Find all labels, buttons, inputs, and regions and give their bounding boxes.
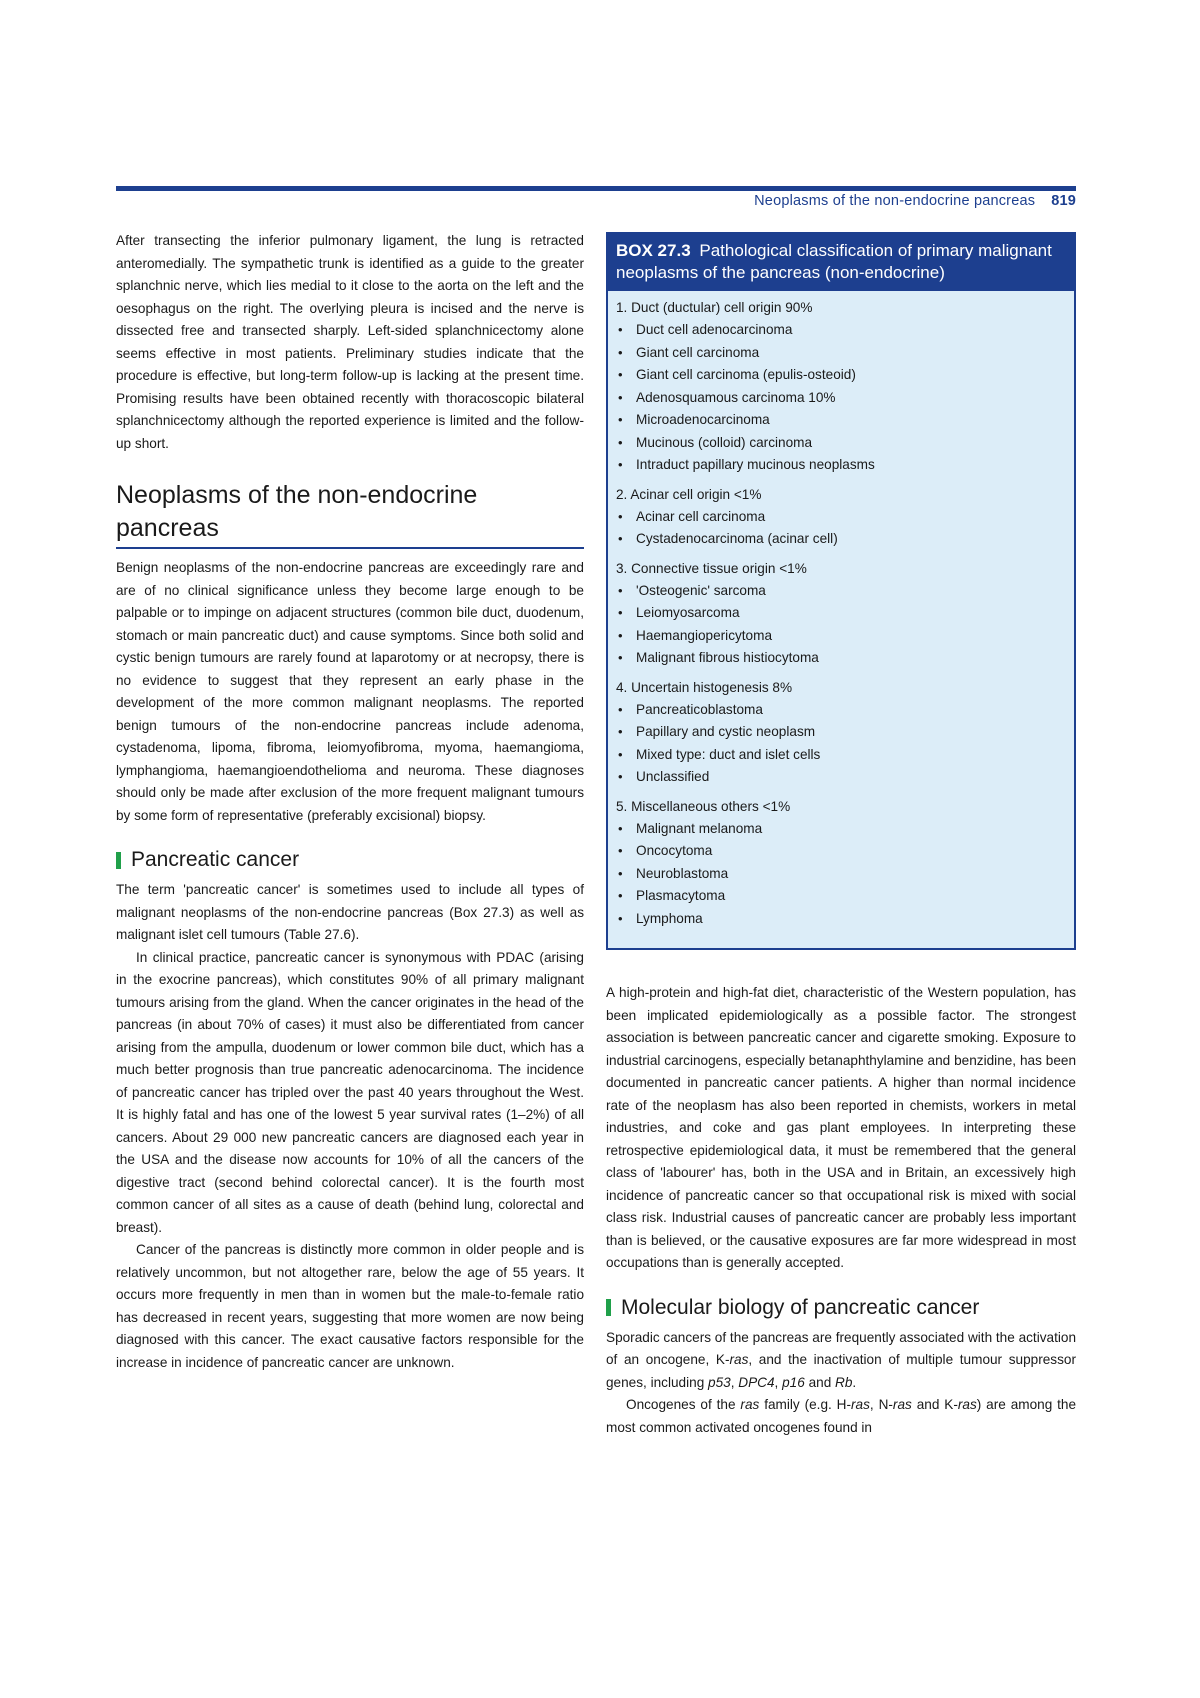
- list-item: [616, 625, 1066, 648]
- list-item: [616, 409, 1066, 432]
- list-item: [616, 342, 1066, 365]
- gene-name: ras: [851, 1397, 870, 1412]
- subheading-text: Pancreatic cancer: [131, 848, 300, 871]
- classification-group: [616, 558, 1066, 670]
- group-title: 4. Uncertain histogenesis 8%: [616, 679, 793, 695]
- list-item: [616, 432, 1066, 455]
- group-list: [616, 506, 1066, 551]
- list-item-text: Microadenocarcinoma: [636, 412, 770, 427]
- top-rule: [116, 186, 1076, 191]
- list-item-text: 'Osteogenic' sarcoma: [636, 582, 766, 598]
- list-item-text: Giant cell carcinoma (epulis-osteoid): [636, 367, 856, 382]
- text-run: , N-: [869, 1397, 893, 1412]
- classification-group: [616, 297, 1066, 477]
- box-body: [608, 291, 1074, 930]
- text-run: and K-: [911, 1397, 958, 1412]
- intro-paragraph: After transecting the inferior pulmonary ligament, the lung is retracted anteromedially. The sympathetic trunk is identified as a guide to the greater splanchnic nerve, which lies medial to it close to the aorta on the left and the oesophagus on the right. The overlying pleura is incised and the nerve is dissected free and transected sharply. Left-sided splanchnicectomy alone seems effective in most patients. Preliminary studies indicate that the procedure is effective, but long-term follow-up is lacking at the present time. Promising results have been obtained recently with thoracoscopic bilateral splanchnicectomy although the reported experience is limited and the follow-up short.: [116, 233, 584, 451]
- running-head: [754, 193, 1076, 209]
- classification-group: [616, 796, 1066, 931]
- molecular-paragraph: [606, 1327, 1076, 1395]
- classification-group: [616, 484, 1066, 551]
- list-item: [616, 387, 1066, 410]
- bullet-icon: •: [618, 746, 623, 762]
- bullet-icon: •: [618, 605, 623, 620]
- bullet-icon: •: [618, 843, 623, 858]
- subheading-pancreatic-cancer: [116, 847, 584, 873]
- bullet-icon: •: [618, 865, 623, 881]
- group-title: 2. Acinar cell origin <1%: [616, 486, 762, 502]
- pancreatic-cancer-paragraph-1: The term 'pancreatic cancer' is sometimes used to include all types of malignant neoplasms of the non-endocrine pancreas (Box 27.3) as well as malignant islet cell tumours (Table 27.6).: [116, 882, 584, 942]
- box-header: [608, 234, 1074, 291]
- text-run: Oncogenes of the: [626, 1397, 741, 1412]
- list-item-text: Duct cell adenocarcinoma: [636, 322, 793, 337]
- group-title: 5. Miscellaneous others <1%: [616, 798, 791, 814]
- group-title: 3. Connective tissue origin <1%: [616, 560, 807, 576]
- list-item-text: Papillary and cystic neoplasm: [636, 724, 816, 739]
- benign-paragraph: Benign neoplasms of the non-endocrine pancreas are exceedingly rare and are of no clinical significance unless they become large enough to be palpable or to impinge on adjacent structures (common bile duct, duodenum, stomach or main pancreatic duct) and cause symptoms. Since both solid and cystic benign tumours are rarely found at laparotomy or at necropsy, there is no evidence to suggest that they represent an early phase in the development of the more common malignant neoplasms. The reported benign tumours of the non-endocrine pancreas include adenoma, cystadenoma, lipoma, fibroma, leiomyofibroma, myoma, haemangioma, lymphangioma, haemangioendothelioma and neuroma. These diagnoses should only be made after exclusion of the more frequent malignant tumours by some form of representative (preferably excisional) biopsy.: [116, 560, 584, 823]
- list-item: [616, 364, 1066, 387]
- text-run: .: [852, 1374, 857, 1390]
- list-item-text: Giant cell carcinoma: [636, 344, 760, 360]
- bullet-icon: •: [618, 701, 623, 717]
- list-item: [616, 454, 1066, 477]
- list-item-text: Cystadenocarcinoma (acinar cell): [636, 531, 838, 546]
- list-item: [616, 840, 1066, 863]
- bullet-icon: •: [618, 531, 623, 546]
- bullet-icon: •: [618, 412, 623, 427]
- group-title: 1. Duct (ductular) cell origin 90%: [616, 300, 813, 315]
- text-run: family (e.g. H-: [759, 1397, 852, 1412]
- bullet-icon: •: [618, 650, 623, 665]
- classification-group: [616, 677, 1066, 789]
- list-item: [616, 602, 1066, 625]
- list-item-text: Plasmacytoma: [636, 888, 726, 903]
- list-item-text: Adenosquamous carcinoma 10%: [636, 389, 836, 405]
- bullet-icon: •: [618, 820, 623, 836]
- classification-box: [606, 232, 1076, 950]
- box-number: BOX 27.3: [616, 241, 691, 260]
- list-item-text: Mixed type: duct and islet cells: [636, 746, 821, 762]
- list-item-text: Malignant melanoma: [636, 820, 763, 836]
- diet-paragraph: A high-protein and high-fat diet, characteristic of the Western population, has been implicated epidemiologically as a possible factor. The strongest association is between pancreatic cancer and cigarette smoking. Exposure to industrial carcinogens, especially betanaphthylamine and benzidine, has been documented in pancreatic cancer patients. A higher than normal incidence rate of the neoplasm has also been reported in chemists, workers in metal industries, and coke and gas plant employees. In interpreting these retrospective epidemiological data, it must be remembered that the general class of 'labourer' has, both in the USA and in Britain, an excessively high incidence of pancreatic cancer so that occupational risk is mixed with social class risk. Industrial causes of pancreatic cancer are probably less important than is believed, or the causative exposures are far more widespread in most occupations than is generally accepted.: [606, 985, 1076, 1270]
- list-item-text: Unclassified: [636, 769, 710, 784]
- list-item-text: Leiomyosarcoma: [636, 605, 740, 620]
- bullet-icon: •: [618, 508, 623, 524]
- bullet-icon: •: [618, 322, 623, 337]
- list-item-text: Neuroblastoma: [636, 865, 729, 881]
- list-item-text: Pancreaticoblastoma: [636, 701, 763, 717]
- bullet-icon: •: [618, 627, 623, 643]
- group-list: [616, 580, 1066, 670]
- section-heading: Neoplasms of the non-endocrine pancreas: [116, 479, 584, 549]
- text-run: , and the inactivation of multiple tumour suppressor genes, including: [606, 1352, 1076, 1390]
- pancreatic-cancer-paragraph-2: In clinical practice, pancreatic cancer is synonymous with PDAC (arising in the exocrine pancreas), which constitutes 90% of all primary malignant tumours arising from the gland. When the cancer originates in the head of the pancreas (in about 70% of cases) it must also be differentiated from cancer arising from the ampulla, duodenum or lower common bile duct, which has a much better prognosis than true pancreatic adenocarcinoma. The incidence of pancreatic cancer has tripled over the past 40 years throughout the West. It is highly fatal and has one of the lowest 5 year survival rates (1–2%) of all cancers. About 29 000 new pancreatic cancers are diagnosed each year in the USA and the disease now accounts for 10% of all the cancers of the digestive tract (second behind colorectal cancer). It is the fourth most common cancer of all sites as a cause of death (behind lung, colorectal and breast).: [116, 949, 584, 1235]
- bullet-icon: •: [618, 367, 623, 382]
- list-item: [616, 766, 1066, 789]
- subheading-text: Molecular biology of pancreatic cancer: [621, 1295, 980, 1319]
- text-run: Sporadic cancers of the pancreas are frequently associated with the activation of an oncogene, K-: [606, 1329, 1077, 1367]
- list-item-text: Intraduct papillary mucinous neoplasms: [636, 457, 875, 472]
- group-list: [616, 818, 1066, 931]
- gene-name: ras: [957, 1397, 977, 1412]
- list-item-text: Lymphoma: [636, 910, 703, 926]
- list-item: [616, 721, 1066, 744]
- subheading-marker: [116, 852, 121, 869]
- bullet-icon: •: [618, 457, 623, 472]
- list-item-text: Oncocytoma: [636, 843, 713, 858]
- list-item: [616, 319, 1066, 342]
- text-run: ,: [774, 1374, 783, 1390]
- group-list: [616, 699, 1066, 789]
- bullet-icon: •: [618, 389, 623, 405]
- list-item-text: Mucinous (colloid) carcinoma: [636, 434, 813, 450]
- text-run: ) are among the most common activated oncogenes found in: [606, 1397, 1077, 1435]
- text-run: ,: [730, 1374, 739, 1390]
- right-column-lower: [606, 982, 1076, 1439]
- list-item-text: Acinar cell carcinoma: [636, 508, 766, 524]
- list-item-text: Malignant fibrous histiocytoma: [636, 650, 819, 665]
- list-item: [616, 818, 1066, 841]
- gene-name: ras: [729, 1352, 749, 1367]
- subheading-marker: [606, 1299, 611, 1316]
- box-title: Pathological classification of primary malignant neoplasms of the pancreas (non-endocrine): [616, 241, 1052, 282]
- bullet-icon: •: [618, 910, 623, 926]
- list-item: [616, 908, 1066, 931]
- bullet-icon: •: [618, 724, 623, 739]
- oncogenes-paragraph: [606, 1394, 1076, 1439]
- list-item-text: Haemangiopericytoma: [636, 627, 773, 643]
- text-run: and: [804, 1374, 836, 1390]
- page-number: 819: [1051, 193, 1076, 209]
- pancreatic-cancer-paragraph-3: Cancer of the pancreas is distinctly more common in older people and is relatively uncommon, but not altogether rare, below the age of 55 years. It occurs more frequently in men than in women but the male-to-female ratio has decreased in recent years, suggesting that more women are now being diagnosed with this cancer. The exact causative factors responsible for the increase in incidence of pancreatic cancer are unknown.: [116, 1242, 584, 1370]
- gene-name: p53: [708, 1374, 731, 1390]
- bullet-icon: •: [618, 888, 623, 903]
- list-item: [616, 528, 1066, 551]
- list-item: [616, 580, 1066, 603]
- bullet-icon: •: [618, 769, 623, 784]
- list-item: [616, 744, 1066, 767]
- left-column: [116, 230, 584, 1374]
- bullet-icon: •: [618, 344, 623, 360]
- subheading-molecular-biology: [606, 1295, 1076, 1321]
- list-item: [616, 885, 1066, 908]
- running-title: Neoplasms of the non-endocrine pancreas: [754, 193, 1036, 209]
- list-item: [616, 699, 1066, 722]
- bullet-icon: •: [618, 582, 623, 598]
- gene-name: ras: [740, 1397, 760, 1412]
- list-item: [616, 863, 1066, 886]
- group-list: [616, 319, 1066, 477]
- bullet-icon: •: [618, 434, 623, 450]
- gene-name: Rb: [835, 1374, 853, 1390]
- gene-name: DPC4: [738, 1374, 775, 1390]
- gene-name: p16: [782, 1374, 805, 1390]
- list-item: [616, 647, 1066, 670]
- gene-name: ras: [892, 1397, 912, 1412]
- list-item: [616, 506, 1066, 529]
